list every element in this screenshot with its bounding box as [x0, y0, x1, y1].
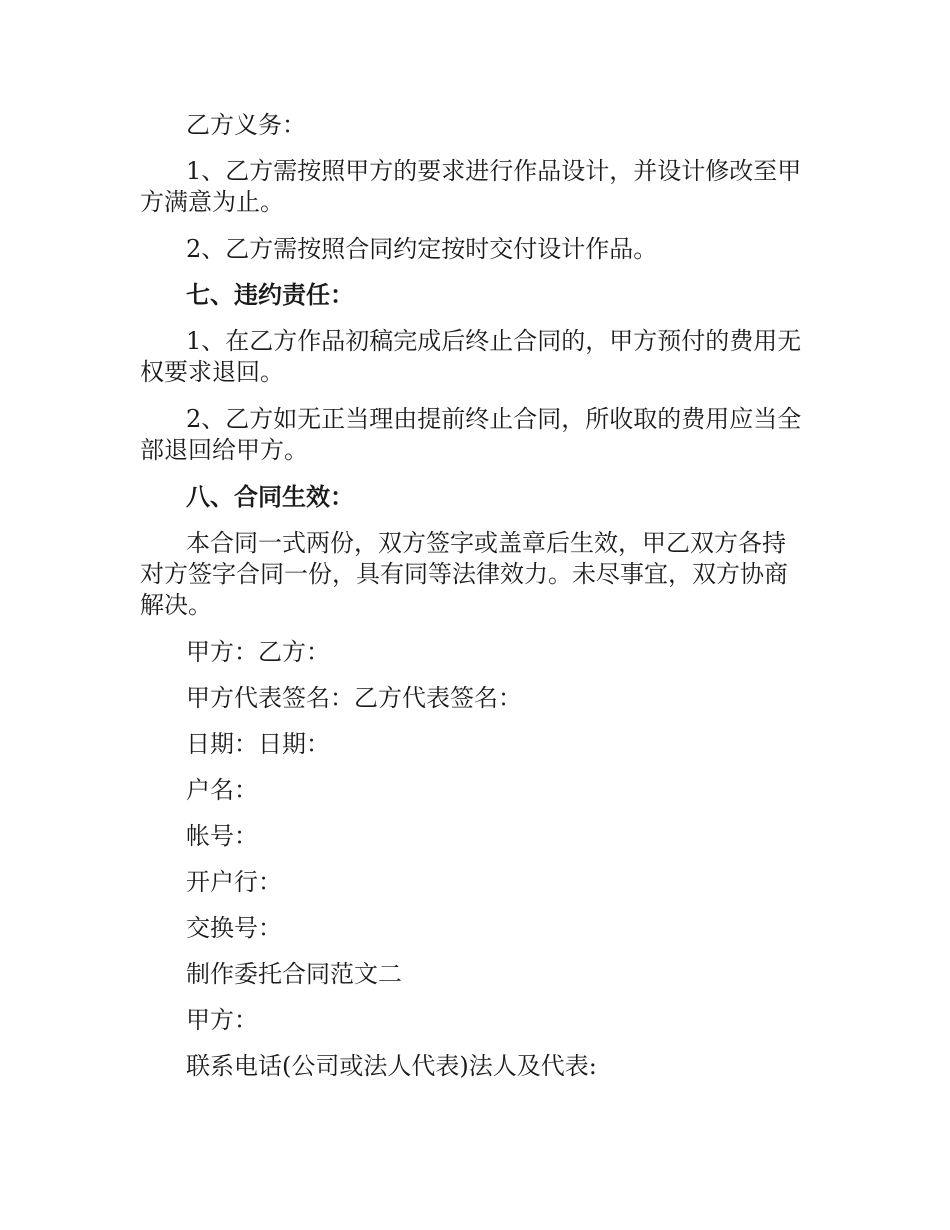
party-b-obligations-label: 乙方义务：	[186, 111, 306, 139]
section-heading-contract-effect: 八、合同生效：	[186, 483, 354, 511]
account-number-line: 帐号：	[186, 822, 258, 850]
date-line: 日期：日期：	[186, 730, 330, 758]
account-name-line: 户名：	[186, 776, 258, 804]
contract-effect-clause: 本合同一式两份，双方签字或盖章后生效，甲乙双方各持对方签字合同一份，具有同等法律效力。未尽事宜，双方协商解决。	[140, 529, 788, 619]
bank-line: 开户行：	[186, 868, 282, 896]
breach-clause-2: 2、乙方如无正当理由提前终止合同，所收取的费用应当全部退回给甲方。	[140, 405, 802, 464]
section-heading-breach-liability: 七、违约责任：	[186, 281, 354, 309]
party-a-line: 甲方：	[186, 1006, 258, 1034]
sample-contract-two-title: 制作委托合同范文二	[186, 960, 402, 988]
party-b-obligation-2: 2、乙方需按照合同约定按时交付设计作品。	[186, 235, 658, 263]
representative-signature-line: 甲方代表签名：乙方代表签名：	[186, 684, 522, 712]
exchange-number-line: 交换号：	[186, 914, 282, 942]
party-b-obligation-1: 1、乙方需按照甲方的要求进行作品设计，并设计修改至甲方满意为止。	[140, 157, 802, 216]
contact-phone-line: 联系电话(公司或法人代表)法人及代表:	[186, 1052, 597, 1080]
breach-clause-1: 1、在乙方作品初稿完成后终止合同的，甲方预付的费用无权要求退回。	[140, 327, 802, 386]
document-body	[140, 110, 806, 1097]
party-labels-line: 甲方：乙方：	[186, 638, 330, 666]
